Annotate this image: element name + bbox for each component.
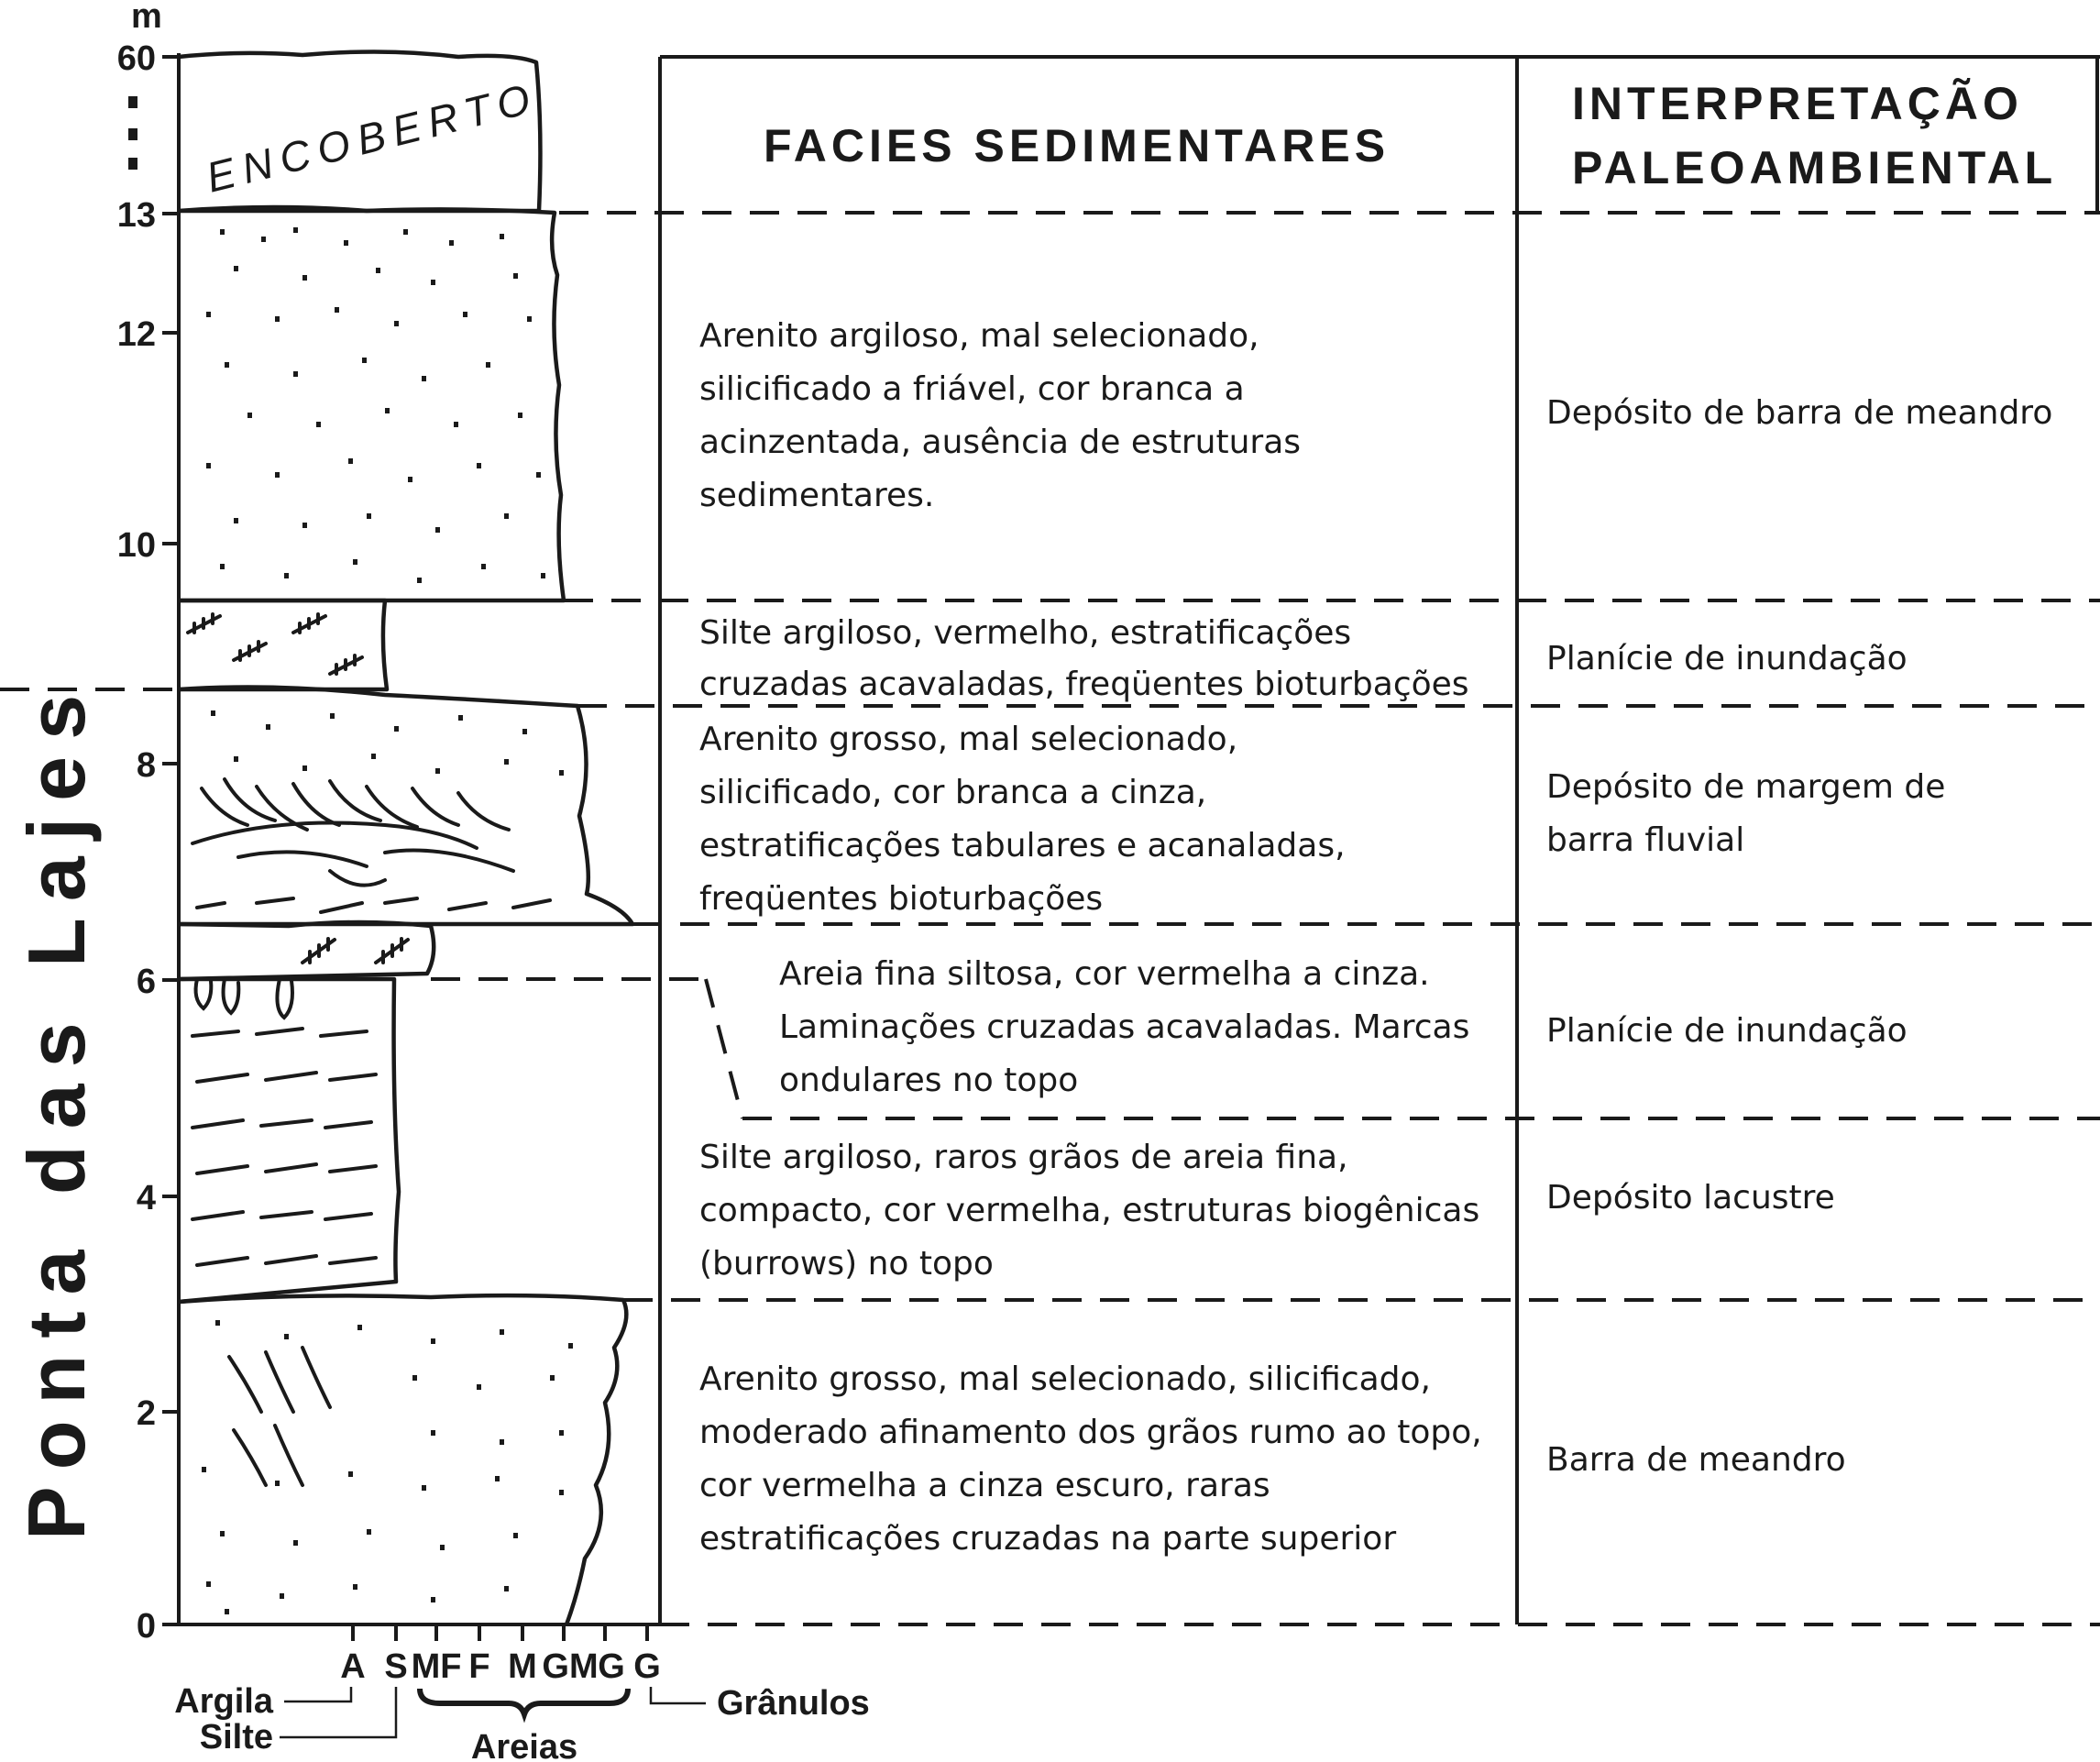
facies-row3-line: Arenito grosso, mal selecionado, [699, 721, 1238, 758]
grain-class-label: MF [411, 1647, 462, 1686]
grain-class-label: GM [542, 1647, 599, 1686]
grain-class-label: G [633, 1647, 661, 1686]
covered-label: ENCOBERTO [201, 72, 544, 202]
grain-size-class-labels [340, 1647, 661, 1686]
facies-row4-line: Areia fina siltosa, cor vermelha a cinza. [779, 955, 1430, 993]
depth-tick-label: 8 [136, 746, 156, 785]
bed-upper-silt [179, 600, 387, 689]
facies-row2-line: Silte argiloso, vermelho, estratificações [699, 614, 1352, 652]
grain-class-label: S [384, 1647, 408, 1686]
depth-tick-label: 6 [136, 963, 156, 1001]
facies-row5-line: compacto, cor vermelha, estruturas biogênicas [699, 1192, 1480, 1229]
axis-break-marks [128, 96, 137, 170]
interpretation-row3-line: Depósito de margem de [1546, 768, 1946, 806]
grain-class-label: A [340, 1647, 366, 1686]
areias-label: Areias [470, 1728, 578, 1762]
facies-row1-line: acinzentada, ausência de estruturas [699, 424, 1302, 461]
section-side-title: Ponta das Lajes [11, 677, 102, 1540]
header-interpretation-line2: PALEOAMBIENTAL [1572, 142, 2058, 193]
interpretation-row2: Planície de inundação [1546, 640, 1908, 677]
interpretation-row1: Depósito de barra de meandro [1546, 394, 2053, 432]
depth-tick-label: 12 [116, 315, 156, 354]
grain-class-label: G [598, 1647, 625, 1686]
interpretations [1546, 394, 2052, 1479]
depth-tick-label: 2 [136, 1394, 156, 1433]
facies-row5-line: (burrows) no topo [699, 1245, 994, 1283]
facies-row3-line: estratificações tabulares e acanaladas, [699, 827, 1346, 864]
facies-row1-line: sedimentares. [699, 477, 935, 514]
facies-row2-line: cruzadas acavaladas, freqüentes bioturbações [699, 666, 1469, 703]
depth-unit-label: m [131, 0, 162, 36]
depth-tick-label: 0 [136, 1607, 156, 1646]
header-facies: FACIES SEDIMENTARES [764, 120, 1391, 171]
facies-row4-line: Laminações cruzadas acavaladas. Marcas [779, 1008, 1470, 1046]
facies-row5-line: Silte argiloso, raros grãos de areia fina, [699, 1139, 1348, 1176]
facies-row6-line: estratificações cruzadas na parte superior [699, 1520, 1397, 1558]
facies-row1-line: Arenito argiloso, mal selecionado, [699, 317, 1259, 355]
facies-row1-line: silicificado a friável, cor branca a [699, 370, 1245, 408]
depth-tick-label: 10 [116, 526, 156, 565]
areias-brace [420, 1689, 628, 1714]
bed-lower-sandstone [179, 1295, 626, 1624]
interpretation-row6: Barra de meandro [1546, 1441, 1846, 1479]
depth-tick-labels [117, 39, 156, 1646]
interpretation-row5: Depósito lacustre [1546, 1179, 1835, 1217]
header-interpretation-line1: INTERPRETAÇÃO [1572, 78, 2023, 129]
depth-tick-label: 4 [136, 1179, 156, 1217]
argila-label: Argila [174, 1682, 273, 1721]
granulos-label: Grânulos [717, 1684, 870, 1723]
interpretation-row4: Planície de inundação [1546, 1012, 1908, 1050]
facies-row3-line: freqüentes bioturbações [699, 880, 1104, 918]
grain-class-label: M [508, 1647, 537, 1686]
facies-row6-line: cor vermelha a cinza escuro, raras [699, 1467, 1270, 1504]
facies-row6-line: Arenito grosso, mal selecionado, silicificado, [699, 1360, 1431, 1398]
facies-row6-line: moderado afinamento dos grãos rumo ao topo, [699, 1414, 1482, 1451]
facies-row3-line: silicificado, cor branca a cinza, [699, 774, 1207, 811]
cross-stratification-pattern [188, 614, 550, 1485]
bed-lacustrine-silt [179, 979, 399, 1302]
depth-tick-label: 60 [116, 39, 156, 78]
grain-class-label: F [468, 1647, 490, 1686]
depth-tick-label: 13 [116, 196, 156, 235]
interpretation-row3-line: barra fluvial [1546, 821, 1745, 859]
facies-row4-line: ondulares no topo [779, 1062, 1079, 1099]
facies-descriptions [699, 317, 1482, 1558]
silte-label: Silte [199, 1718, 273, 1756]
